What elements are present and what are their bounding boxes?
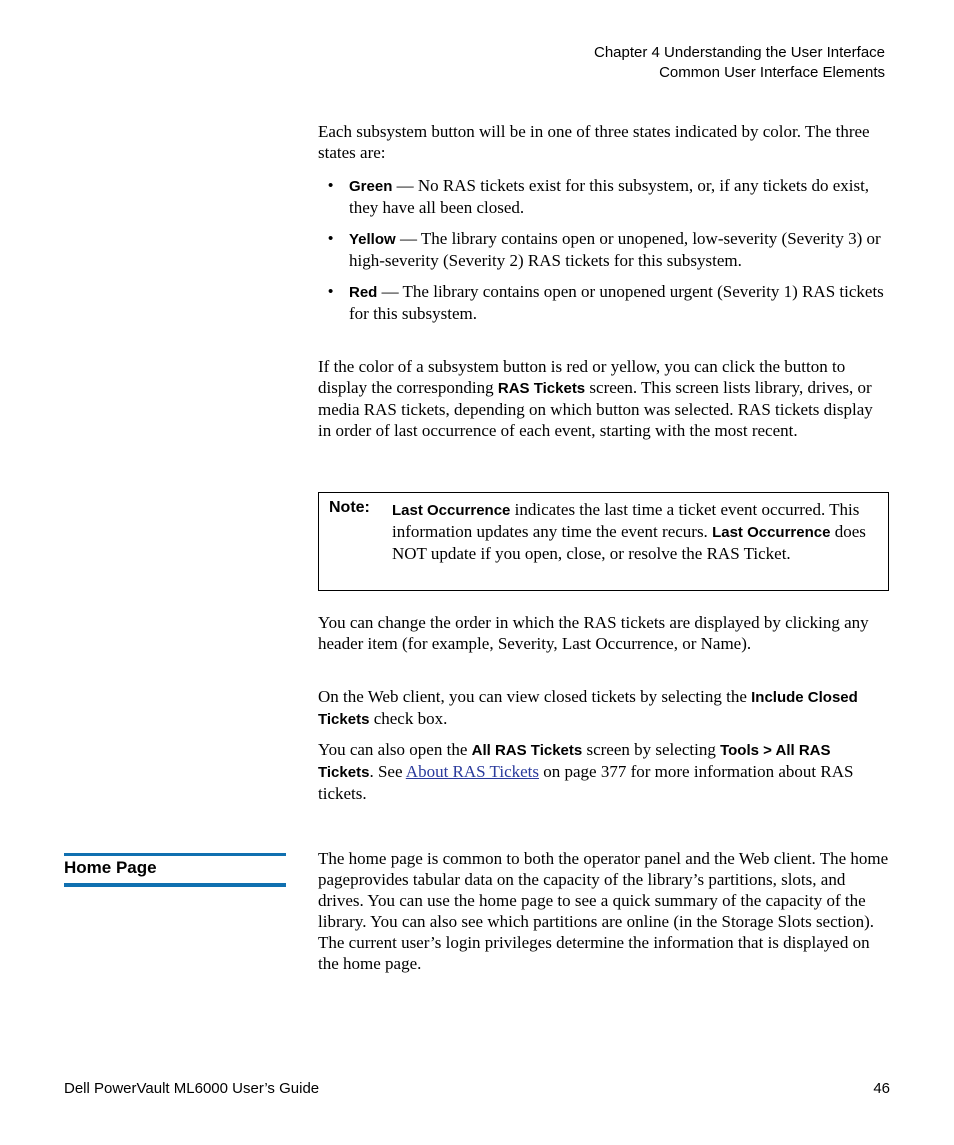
section-rule-bottom [64,883,286,887]
home-paragraph [318,848,890,974]
closed-text-start: On the Web client, you can view closed tickets by selecting the [318,687,752,706]
closed-text-end: check box. [369,709,448,728]
state-list [318,175,890,324]
order-text: You can change the order in which the RAS tickets are displayed by clicking any header item (for example, Severity, Last Occurrence, or Name). [318,613,869,653]
header-chapter: Chapter 4 Understanding the User Interface [594,44,885,61]
ui-all-ras-tickets: All RAS Tickets [471,742,583,759]
intro-paragraph [318,121,890,163]
all-tickets-paragraph [318,739,890,804]
closed-paragraph [318,686,890,730]
note-text-1: indicates the last time a ticket event occurred. This information updates any time the event recurs. [392,500,860,541]
state-separator: — [392,176,418,195]
ui-last-occurrence: Last Occurrence [392,502,511,519]
state-description: No RAS tickets exist for this subsystem, or, if any tickets do exist, they have all been closed. [349,176,870,217]
note-box [318,492,889,591]
ui-last-occurrence-2: Last Occurrence [712,524,831,541]
ui-tools-menu-path: Tools > All RAS Tickets [318,742,831,781]
note-text [392,499,882,564]
all-text-end: on page 377 for more information about RAS tickets. [318,762,854,803]
state-separator: — [377,282,403,301]
all-text-start: You can also open the [318,740,472,759]
all-text-mid: screen by selecting [582,740,721,759]
state-description: The library contains open or unopened, low-severity (Severity 3) or high-severity (Severity 2) RAS tickets for this subsystem. [349,229,881,270]
state-separator: — [395,229,421,248]
list-item [318,281,890,324]
home-text: The home page is common to both the operator panel and the Web client. The home pageprovides tabular data on the capacity of the library’s partitions, slots, and drives. You can use the home page to see a quick summary of the capacity of the library. You can also see which partitions are online (in the Storage Slots section). The current user’s login privileges determine the information that is displayed on the home page. [318,849,889,973]
list-item [318,175,890,218]
page-number: 46 [873,1080,890,1097]
ui-include-closed-tickets: Include Closed Tickets [318,689,858,728]
list-item [318,228,890,271]
color-text-start: If the color of a subsystem button is red or yellow, you can click the button to display the corresponding [318,357,846,397]
footer-title: Dell PowerVault ML6000 User’s Guide [64,1080,320,1097]
bullet-icon: • [328,230,334,247]
color-text-end: screen. This screen lists library, drives, or media RAS tickets, depending on which button was selected. RAS tickets display in order of last occurrence of each event, starting with the most recent. [318,378,873,440]
about-ras-tickets-link[interactable]: About RAS Tickets [405,762,539,781]
note-label: Note: [329,499,370,516]
order-paragraph [318,612,890,654]
note-text-2: does NOT update if you open, close, or resolve the RAS Ticket. [392,522,866,563]
state-name: Red [349,284,378,301]
header-section: Common User Interface Elements [659,64,885,81]
all-text-mid2: . See [369,762,406,781]
state-name: Yellow [349,231,396,248]
intro-text: Each subsystem button will be in one of three states indicated by color. The three states are: [318,122,870,162]
color-paragraph [318,356,890,441]
section-title: Home Page [64,858,157,877]
state-name: Green [349,178,393,195]
bullet-icon: • [328,283,334,300]
state-description: The library contains open or unopened urgent (Severity 1) RAS tickets for this subsystem. [349,282,884,323]
ui-ras-tickets: RAS Tickets [497,380,586,397]
section-rule-top [64,853,286,856]
running-header [594,43,885,83]
bullet-icon: • [328,177,334,194]
